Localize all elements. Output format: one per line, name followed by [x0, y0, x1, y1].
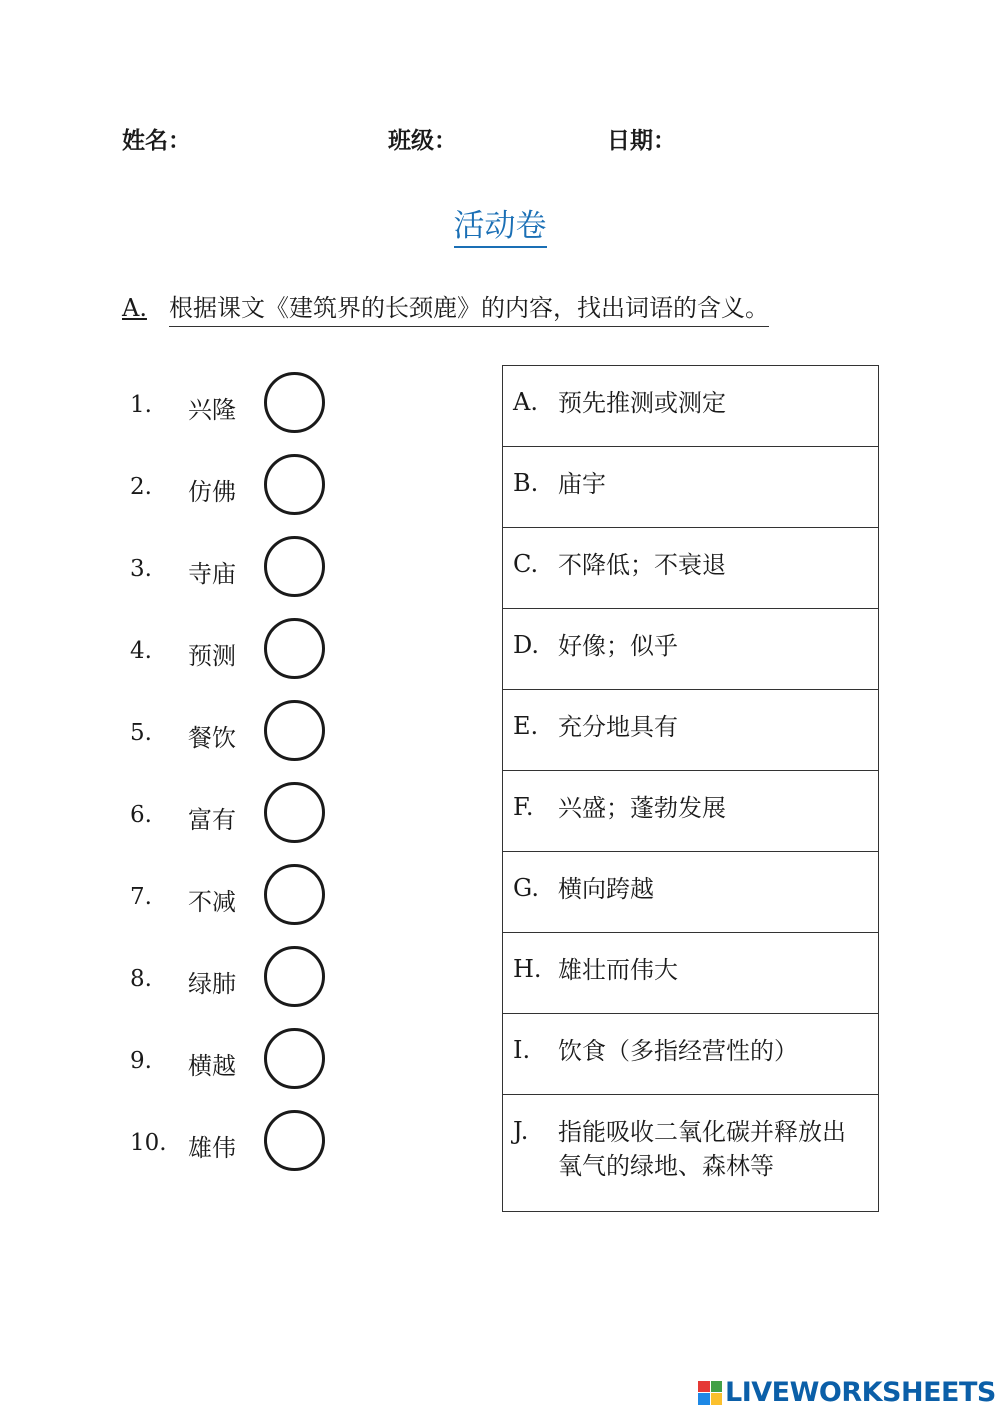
word-number: 1. [130, 392, 152, 418]
liveworksheets-logo-icon [698, 1381, 722, 1405]
word-item [130, 372, 340, 438]
instruction-text: 根据课文《建筑界的长颈鹿》的内容，找出词语的含义。 [169, 294, 769, 327]
logo-cell [698, 1381, 710, 1393]
word-number: 6. [130, 802, 152, 828]
meaning-letter: H. [513, 955, 542, 983]
meaning-text: 雄壮而伟大 [558, 956, 678, 984]
meaning-text: 庙宇 [558, 470, 606, 498]
answer-circle[interactable] [264, 782, 325, 843]
word-text: 预测 [188, 642, 236, 670]
word-number: 4. [130, 638, 152, 664]
instruction [122, 288, 769, 323]
word-text: 餐饮 [188, 724, 236, 752]
meaning-letter: F. [513, 793, 534, 821]
meaning-letter: E. [513, 712, 539, 740]
meaning-text: 兴盛；蓬勃发展 [558, 794, 726, 822]
answer-circle[interactable] [264, 372, 325, 433]
word-text: 横越 [188, 1052, 236, 1080]
logo-cell [698, 1393, 710, 1405]
instruction-letter: A. [122, 294, 147, 322]
meaning-text: 指能吸收二氧化碳并释放出氧气的绿地、森林等 [558, 1118, 846, 1180]
meaning-row [503, 852, 878, 933]
meaning-letter: G. [513, 874, 539, 902]
word-item [130, 700, 340, 766]
logo-cell [711, 1393, 723, 1405]
word-number: 8. [130, 966, 152, 992]
meaning-text: 充分地具有 [558, 713, 678, 741]
page-title: 活动卷 [454, 208, 547, 248]
meaning-row [503, 447, 878, 528]
answer-circle[interactable] [264, 864, 325, 925]
word-item [130, 618, 340, 684]
answer-circle[interactable] [264, 700, 325, 761]
word-text: 富有 [188, 806, 236, 834]
meanings-table [502, 365, 879, 1212]
word-number: 5. [130, 720, 152, 746]
answer-circle[interactable] [264, 1028, 325, 1089]
word-text: 绿肺 [188, 970, 236, 998]
meaning-letter: C. [513, 550, 539, 578]
meaning-row [503, 1014, 878, 1095]
word-item [130, 864, 340, 930]
date-label: 日期： [607, 128, 676, 154]
word-text: 仿佛 [188, 478, 236, 506]
word-item [130, 946, 340, 1012]
word-text: 不减 [188, 888, 236, 916]
answer-circle[interactable] [264, 454, 325, 515]
word-item [130, 1110, 340, 1176]
word-text: 兴隆 [188, 396, 236, 424]
meaning-row [503, 933, 878, 1014]
word-item [130, 782, 340, 848]
word-text: 寺庙 [188, 560, 236, 588]
word-number: 10. [130, 1130, 167, 1156]
answer-circle[interactable] [264, 536, 325, 597]
word-number: 7. [130, 884, 152, 910]
meaning-text: 预先推测或测定 [558, 389, 726, 417]
word-item [130, 1028, 340, 1094]
meaning-text: 饮食（多指经营性的） [558, 1037, 798, 1065]
word-item [130, 454, 340, 520]
word-text: 雄伟 [188, 1134, 236, 1162]
logo-cell [711, 1381, 723, 1393]
meaning-row [503, 771, 878, 852]
meaning-row [503, 609, 878, 690]
word-number: 3. [130, 556, 152, 582]
brand-name: LIVEWORKSHEETS [725, 1377, 996, 1408]
brand [698, 1377, 996, 1408]
meaning-text: 不降低；不衰退 [558, 551, 726, 579]
word-number: 9. [130, 1048, 152, 1074]
name-label: 姓名： [122, 128, 191, 154]
meaning-letter: J. [513, 1117, 529, 1145]
meaning-letter: B. [513, 469, 539, 497]
meaning-row [503, 690, 878, 771]
meaning-text: 好像；似乎 [558, 632, 678, 660]
meaning-row [503, 366, 878, 447]
meaning-row [503, 528, 878, 609]
word-item [130, 536, 340, 602]
word-number: 2. [130, 474, 152, 500]
page-title-wrap [0, 200, 1000, 245]
answer-circle[interactable] [264, 618, 325, 679]
meaning-text: 横向跨越 [558, 875, 654, 903]
meaning-letter: D. [513, 631, 540, 659]
meaning-letter: I. [513, 1036, 531, 1064]
meaning-letter: A. [513, 388, 538, 416]
answer-circle[interactable] [264, 1110, 325, 1171]
answer-circle[interactable] [264, 946, 325, 1007]
class-label: 班级： [388, 128, 457, 154]
meaning-row [503, 1095, 878, 1211]
